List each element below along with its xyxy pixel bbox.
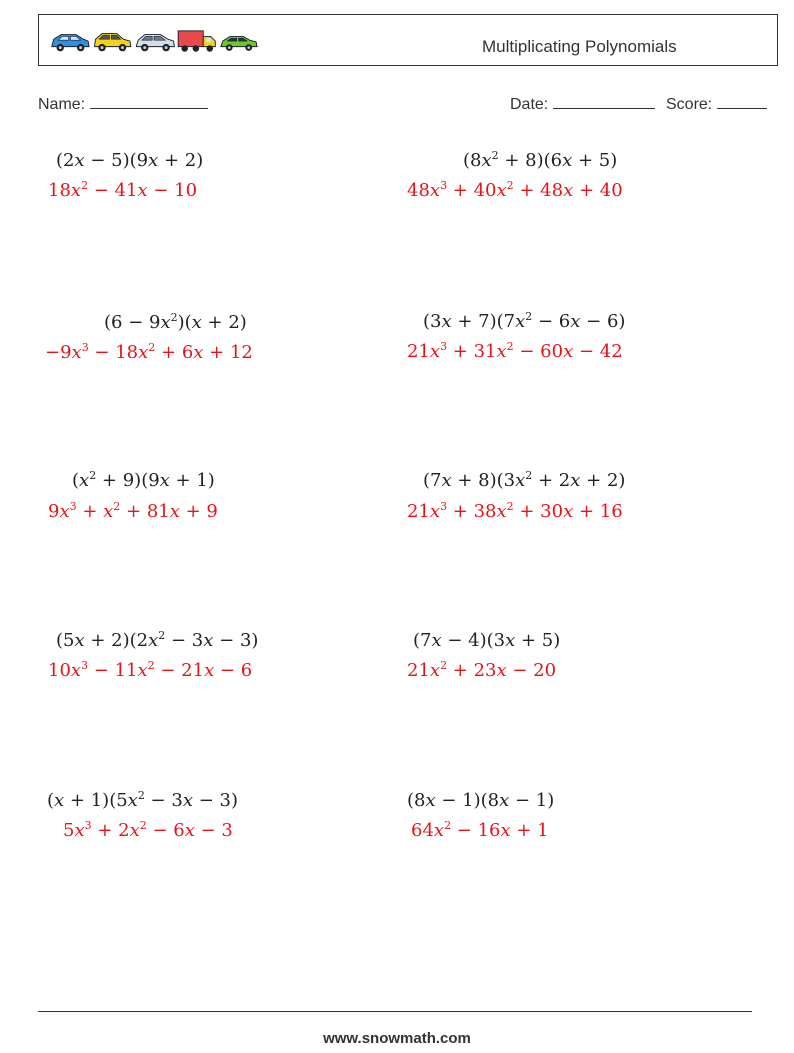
car-icon — [136, 35, 174, 52]
problem-6: $(7x + 8)(3x^2 + 2x + 2)$ — [423, 469, 626, 491]
problem-5: $(x^2 + 9)(9x + 1)$ — [72, 469, 215, 491]
problem-8: (7x − 4)(3x + 5) — [413, 630, 561, 651]
answer-2: $48x^3 + 40x^2 + 48x + 40$ — [407, 179, 623, 201]
name-field — [38, 93, 208, 114]
name-blank[interactable] — [90, 93, 208, 109]
footer-divider — [38, 1011, 752, 1012]
problem-7: $(5x + 2)(2x^2 - 3x - 3)$ — [56, 629, 259, 651]
cars-logo — [42, 29, 267, 55]
answer-6: $21x^3 + 38x^2 + 30x + 16$ — [407, 500, 623, 522]
problem-10: (8x − 1)(8x − 1) — [407, 790, 555, 811]
page-title: Multiplicating Polynomials — [482, 37, 677, 56]
date-field — [510, 93, 655, 114]
answer-5: $9x^3 + x^2 + 81x + 9$ — [48, 500, 218, 522]
answer-10: $64x^2 - 16x + 1$ — [411, 819, 549, 841]
problem-3: $(6 - 9x^2)(x + 2)$ — [104, 311, 247, 333]
score-field — [666, 93, 767, 114]
name-label: Name: — [38, 96, 86, 113]
answer-4: $21x^3 + 31x^2 - 60x - 42$ — [407, 340, 623, 362]
answer-1: $18x^2 - 41x - 10$ — [48, 179, 198, 201]
score-blank[interactable] — [717, 93, 767, 109]
date-label: Date: — [510, 96, 549, 113]
truck-icon — [178, 31, 215, 52]
car-icon — [52, 35, 89, 52]
answer-9: $5x^3 + 2x^2 - 6x - 3$ — [63, 819, 233, 841]
problem-9: $(x + 1)(5x^2 - 3x - 3)$ — [47, 789, 238, 811]
problem-4: $(3x + 7)(7x^2 - 6x - 6)$ — [423, 310, 626, 332]
footer-url[interactable]: www.snowmath.com — [323, 1030, 471, 1047]
car-icon — [221, 36, 257, 50]
answer-3: $-9x^3 - 18x^2 + 6x + 12$ — [45, 341, 253, 363]
header-box — [38, 14, 778, 66]
car-icon — [95, 34, 131, 52]
date-blank[interactable] — [553, 93, 655, 109]
answer-8: $21x^2 + 23x - 20$ — [407, 659, 557, 681]
score-label: Score: — [666, 96, 713, 113]
problem-1: (2x − 5)(9x + 2) — [56, 150, 204, 171]
answer-7: $10x^3 - 11x^2 - 21x - 6$ — [48, 659, 253, 681]
problem-2: $(8x^2 + 8)(6x + 5)$ — [463, 149, 618, 171]
